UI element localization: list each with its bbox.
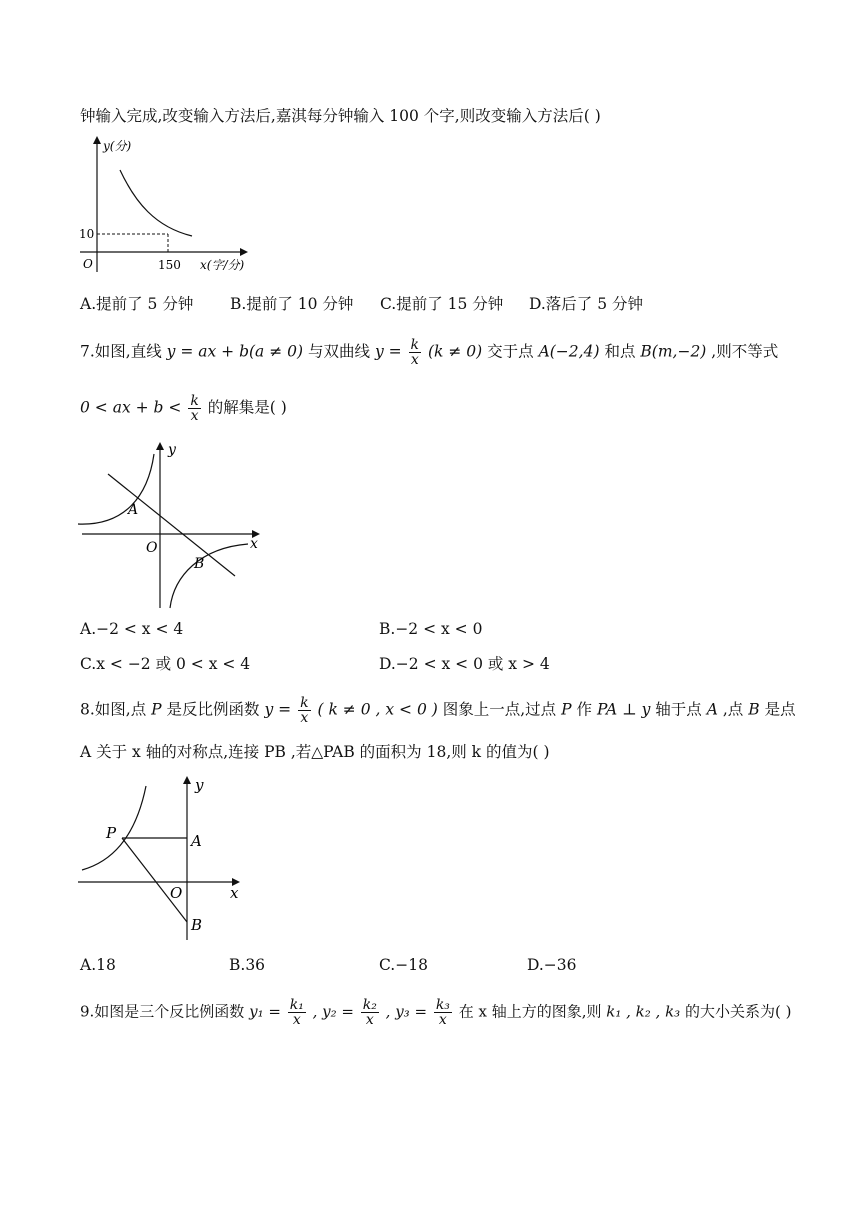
q8-graph (70, 770, 260, 950)
q6-y-label: y(分) (103, 139, 132, 153)
q7-stem-line2: 0 < ax + b < $\frac{k}{x}$ 的解集是( ) (80, 393, 287, 424)
q7-graph (70, 436, 270, 611)
q8-origin: O (170, 884, 183, 902)
q8-point-p: P (106, 824, 117, 842)
q8-point-b: B (191, 916, 203, 934)
q7-point-a: A (128, 502, 139, 518)
q6-origin: O (83, 257, 93, 271)
q7-option-b: B.−2 < x < 0 (379, 620, 483, 638)
q8-x-label: x (230, 884, 239, 902)
q8-stem-line2: A 关于 x 轴的对称点,连接 PB ,若△PAB 的面积为 18,则 k 的值为( ) (80, 743, 550, 761)
q7-option-d: D.−2 < x < 0 或 x > 4 (379, 655, 550, 673)
q6-option-b: B.提前了 10 分钟 (230, 295, 354, 313)
q6-option-c: C.提前了 15 分钟 (380, 295, 504, 313)
q7-stem-line1: 7.如图,直线 y = ax + b(a ≠ 0) 与双曲线 y = $\frac{k}{x}$ (k ≠ 0) 交于点 A(−2,4) 和点 B(m,−2) ,则不等式 (80, 337, 779, 368)
q8-stem-line1: 8.如图,点 P 是反比例函数 y = $\frac{k}{x}$ ( k ≠ 0 , x < 0 ) 图象上一点,过点 P 作 PA ⊥ y 轴于点 A ,点 B 是点 (80, 695, 796, 726)
q8-point-a: A (191, 832, 202, 850)
q7-origin: O (146, 540, 158, 556)
q7-option-c: C.x < −2 或 0 < x < 4 (80, 655, 251, 673)
q9-stem: 9.如图是三个反比例函数 y₁ = $\frac{\text{k₁}}{x}$ , y₂ = $\frac{\text{k₂}}{x}$ , y₃ = $\frac{\text{k₃}}{x}$ 在 x 轴上方的图象,则 k₁ , k₂ , k₃ 的大小关系为( ) (80, 997, 792, 1028)
q6-x-tick: 150 (158, 258, 181, 272)
q8-y-label: y (195, 776, 204, 794)
q6-option-a: A.提前了 5 分钟 (80, 295, 194, 313)
q6-y-tick: 10 (79, 227, 95, 241)
q8-option-b: B.36 (229, 956, 266, 974)
q7-option-a: A.−2 < x < 4 (80, 620, 184, 638)
q8-option-d: D.−36 (527, 956, 577, 974)
q6-graph (70, 132, 270, 282)
q6-x-label: x(字/分) (200, 258, 245, 272)
q7-x-label: x (250, 536, 258, 552)
q8-option-a: A.18 (80, 956, 116, 974)
q7-y-label: y (168, 442, 176, 458)
q6-stem: 钟输入完成,改变输入方法后,嘉淇每分钟输入 100 个字,则改变输入方法后( ) (80, 107, 601, 125)
q7-point-b: B (194, 556, 205, 572)
q8-option-c: C.−18 (379, 956, 428, 974)
q6-option-d: D.落后了 5 分钟 (529, 295, 644, 313)
